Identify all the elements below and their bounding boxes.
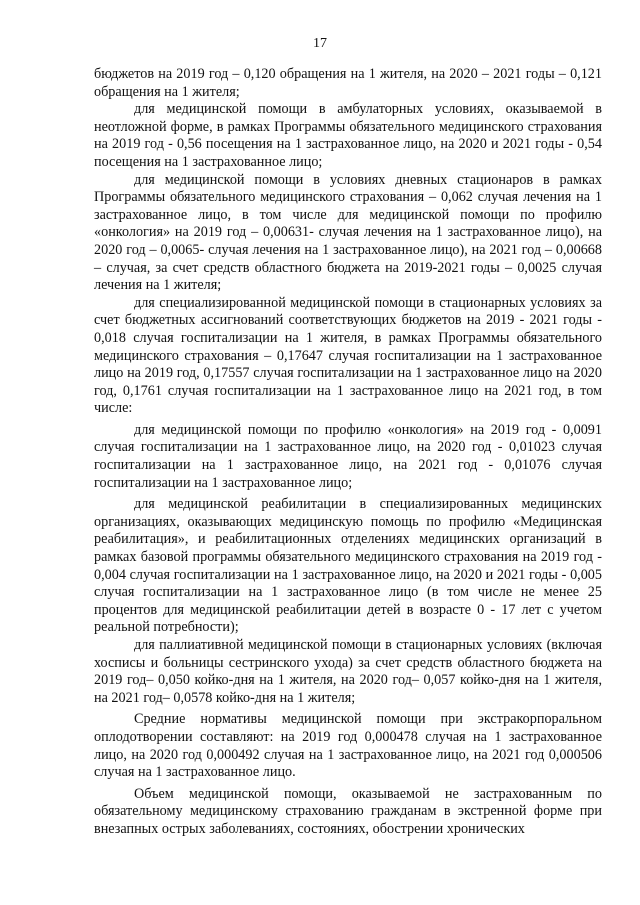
paragraph-uninsured-volume: Объем медицинской помощи, оказываемой не застрахованным по обязательному медицинскому страхованию гражданам в экстренной форме при внезапных острых заболеваниях, состояниях, обострении хронических <box>94 785 602 837</box>
paragraph-continuation: бюджетов на 2019 год – 0,120 обращения на 1 жителя, на 2020 – 2021 годы – 0,121 обращения на 1 жителя; <box>94 66 602 100</box>
paragraph-emergency-outpatient: для медицинской помощи в амбулаторных условиях, оказываемой в неотложной форме, в рамках Программы обязательного медицинского страхования на 2019 год - 0,56 посещения на 1 застрахованное лицо, на 2020 и 2021 годы - 0,54 посещения на 1 застрахованное лицо; <box>94 101 602 170</box>
paragraph-palliative: для паллиативной медицинской помощи в стационарных условиях (включая хосписы и больницы сестринского ухода) за счет средств областного бюджета на 2019 год– 0,050 койко-дня на 1 жителя, на 2020 год– 0,057 койко-дня на 1 жителя, на 2021 год– 0,0578 койко-дня на 1 жителя; <box>94 637 602 706</box>
paragraph-specialized-inpatient: для специализированной медицинской помощи в стационарных условиях за счет бюджетных ассигнований соответствующих бюджетов на 2019 - 2021 годы - 0,018 случая госпитализации на 1 жителя, в рамках Программы обязательного медицинского страхования – 0,17647 случая госпитализации на 1 застрахованное лицо на 2019 год, 0,17557 случая госпитализации на 1 застрахованное лицо на 2020 год, 0,1761 случая госпитализации на 1 застрахованное лицо на 2021 год, в том числе: <box>94 294 602 417</box>
paragraph-day-hospital: для медицинской помощи в условиях дневных стационаров в рамках Программы обязательного медицинского страхования – 0,062 случая лечения на 1 застрахованное лицо, в том числе для медицинской помощи по профилю «онкология» на 2019 год – 0,00631- случая лечения на 1 застрахованное лицо), на 2020 год – 0,0065- случая лечения на 1 застрахованное лицо), на 2021 год – 0,00668 – случая, за счет средств областного бюджета на 2019-2021 годы – 0,0025 случая лечения на 1 жителя; <box>94 171 602 294</box>
page-number: 17 <box>313 36 327 51</box>
document-body <box>94 66 602 839</box>
paragraph-rehabilitation: для медицинской реабилитации в специализированных медицинских организациях, оказывающих медицинскую помощь по профилю «Медицинская реабилитация», и реабилитационных отделениях медицинских организаций в рамках базовой программы обязательного медицинского страхования на 2019 год - 0,004 случая госпитализации на 1 застрахованное лицо, на 2020 и 2021 годы - 0,005 случая госпитализации на 1 застрахованное лицо (в том числе не менее 25 процентов для медицинской реабилитации детей в возрасте 0 - 17 лет с учетом реальной потребности); <box>94 496 602 636</box>
paragraph-ivf-norms: Средние нормативы медицинской помощи при экстракорпоральном оплодотворении составляют: на 2019 год 0,000478 случая на 1 застрахованное лицо, на 2020 год 0,000492 случая на 1 застрахованное лицо, на 2021 год 0,000506 случая на 1 застрахованное лицо. <box>94 711 602 781</box>
paragraph-oncology-inpatient: для медицинской помощи по профилю «онкология» на 2019 год - 0,0091 случая госпитализации на 1 застрахованное лицо, на 2020 год - 0,01023 случая госпитализации на 1 застрахованное лицо, на 2021 год - 0,01076 случая госпитализации на 1 застрахованное лицо; <box>94 421 602 491</box>
